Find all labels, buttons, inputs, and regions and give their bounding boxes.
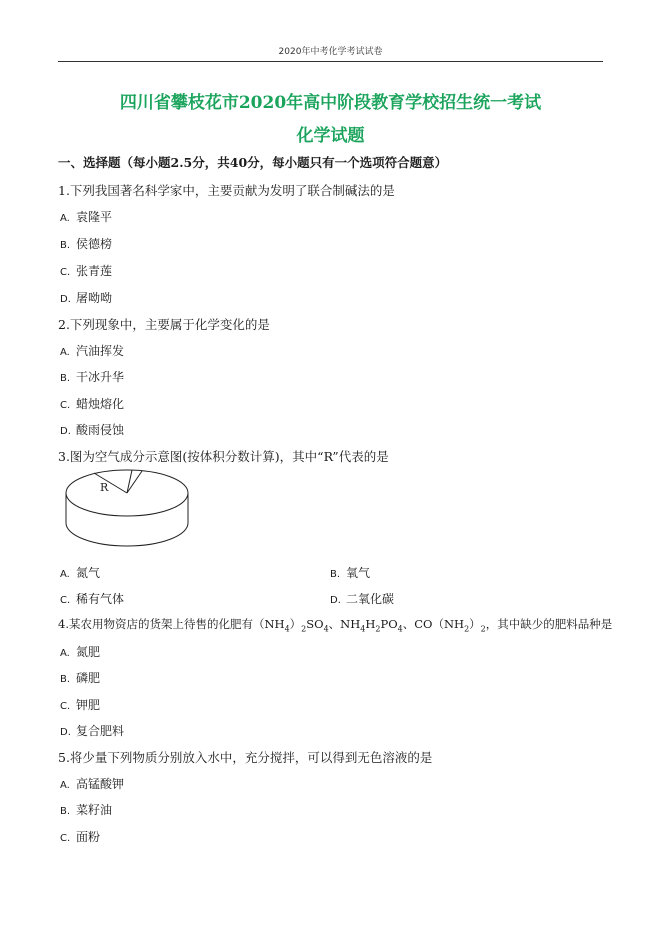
q4-option-a: A. 氮肥 <box>60 645 101 659</box>
q4-option-c: C. 钾肥 <box>60 698 101 712</box>
q1-option-c: C. 张青莲 <box>60 264 113 278</box>
q5-option-c: C. 面粉 <box>60 830 101 844</box>
question-1-stem: 1.下列我国著名科学家中，主要贡献为发明了联合制碱法的是 <box>58 183 395 198</box>
q3-option-a: A. 氮气 <box>60 566 101 580</box>
q2-option-b: B. 干冰升华 <box>60 370 125 384</box>
question-4-stem: 4.某农用物资店的货架上待售的化肥有$(NH_4)_2SO_4$、$NH_4H_2PO_4$、$CO(NH_2)_2$，其中缺少的肥料品种是 <box>58 617 613 634</box>
q3-option-b: B. 氧气 <box>330 566 371 580</box>
figure-label-r: R <box>100 481 109 494</box>
q4-option-b: B. 磷肥 <box>60 671 101 685</box>
q2-option-a: A. 汽油挥发 <box>60 344 125 358</box>
question-2-stem: 2.下列现象中，主要属于化学变化的是 <box>58 317 270 332</box>
q2-option-c: C. 蜡烛熔化 <box>60 397 125 411</box>
question-5-stem: 5.将少量下列物质分别放入水中，充分搅拌，可以得到无色溶液的是 <box>58 750 433 765</box>
q5-option-a: A. 高锰酸钾 <box>60 777 125 791</box>
question-3-stem: 3.图为空气成分示意图(按体积分数计算)，其中“R”代表的是 <box>58 449 389 464</box>
q2-option-d: D. 酸雨侵蚀 <box>60 423 125 437</box>
section-heading: 一、选择题（每小题2.5分，共40分，每小题只有一个选项符合题意） <box>58 155 448 170</box>
q3-option-d: D. 二氧化碳 <box>330 592 395 606</box>
q1-option-a: A. 袁隆平 <box>60 210 113 224</box>
q1-option-b: B. 侯德榜 <box>60 237 113 251</box>
q5-option-b: B. 菜籽油 <box>60 803 113 817</box>
page-header: 2020年中考化学考试试卷 <box>278 47 383 57</box>
header-divider <box>58 61 603 62</box>
exam-subtitle: 化学试题 <box>296 126 365 146</box>
exam-title: 四川省攀枝花市2020年高中阶段教育学校招生统一考试 <box>119 93 542 113</box>
q3-option-c: C. 稀有气体 <box>60 592 125 606</box>
q1-option-d: D. 屠呦呦 <box>60 291 113 305</box>
air-composition-cylinder-figure <box>60 468 194 550</box>
q4-option-d: D. 复合肥料 <box>60 724 125 738</box>
